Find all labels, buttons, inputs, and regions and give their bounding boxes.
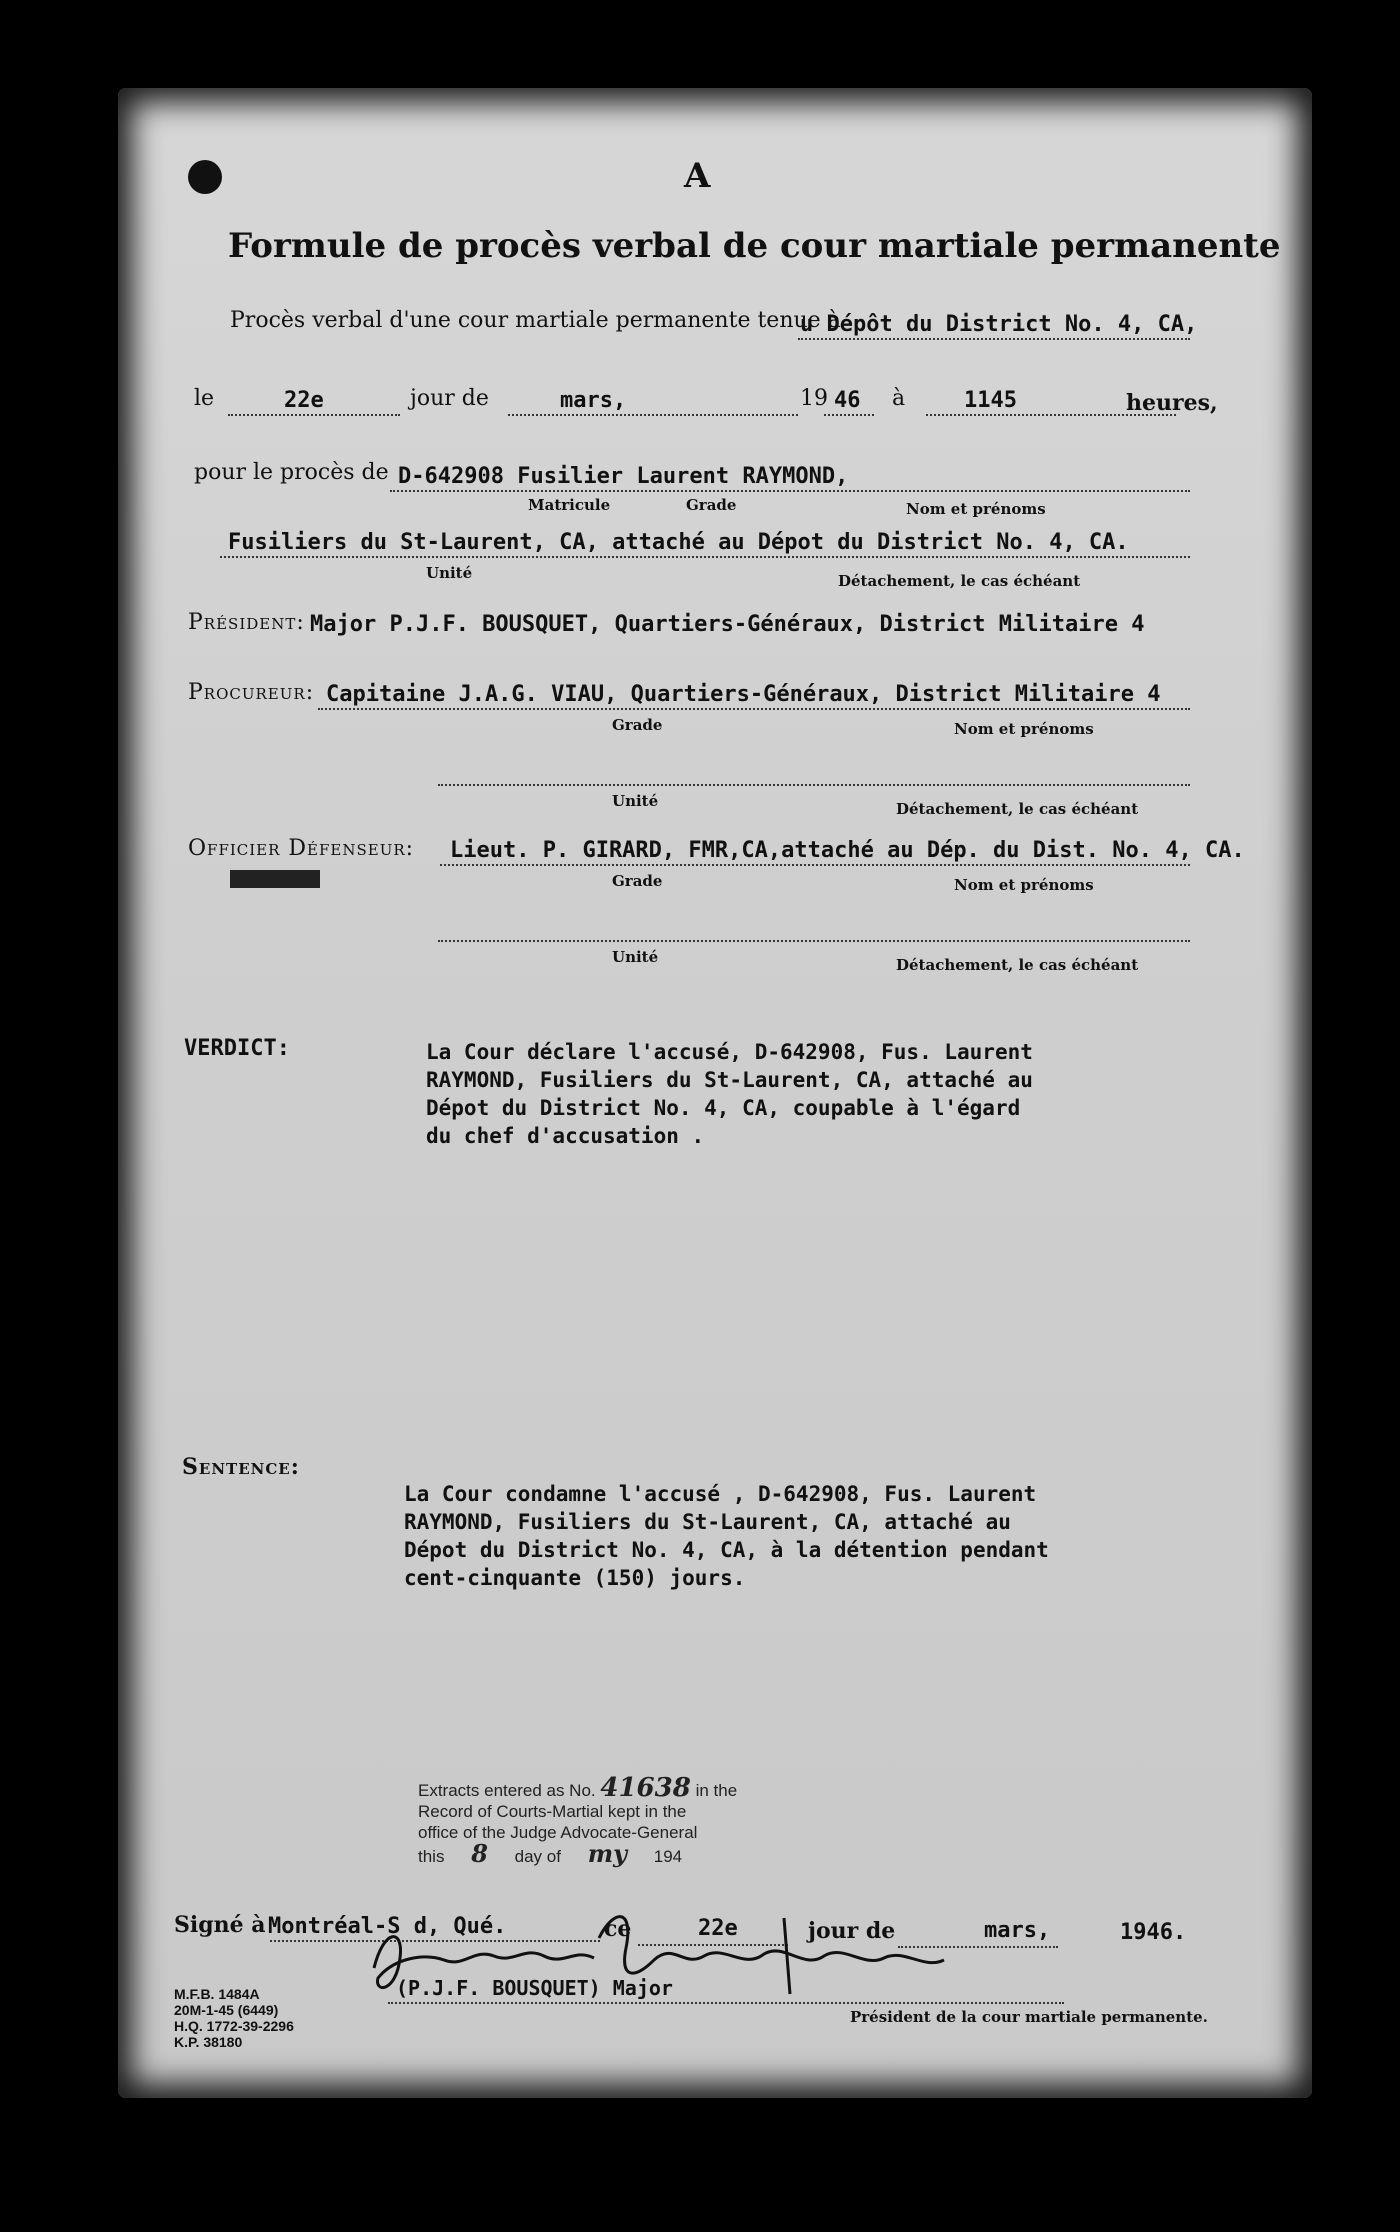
- punch-hole: [188, 160, 222, 194]
- verdict-label: VERDICT:: [184, 1036, 290, 1061]
- form-title: Formule de procès verbal de cour martiale permanente: [228, 226, 1281, 266]
- document-sheet: [118, 88, 1312, 2098]
- court-year: 46: [834, 388, 861, 413]
- footer-line1: M.F.B. 1484A: [174, 1986, 260, 2002]
- stamp-line4c: 194: [653, 1847, 683, 1866]
- lbl-matricule: Matricule: [528, 496, 611, 514]
- ce-label: ce: [604, 1916, 632, 1942]
- court-time: 1145: [964, 388, 1017, 413]
- lbl-detachement: Détachement, le cas échéant: [838, 572, 1081, 590]
- president-label: Président:: [188, 610, 305, 635]
- def-lbl-nom: Nom et prénoms: [954, 876, 1094, 894]
- court-location: u Dépôt du District No. 4, CA,: [800, 312, 1198, 337]
- le-label: le: [194, 386, 215, 411]
- accused-line: D-642908 Fusilier Laurent RAYMOND,: [398, 464, 849, 489]
- sentence-text: La Cour condamne l'accusé , D-642908, Fus. Laurent RAYMOND, Fusiliers du St-Laurent, CA, attaché au Dépot du District No. 4, CA, à la détention pendant cent-cinquante (150) jours.: [404, 1482, 1049, 1590]
- verdict-text: La Cour déclare l'accusé, D-642908, Fus. Laurent RAYMOND, Fusiliers du St-Laurent, CA, attaché au Dépot du District No. 4, CA, coupable à l'égard du chef d'accusation .: [426, 1040, 1033, 1148]
- a-label: à: [892, 386, 906, 411]
- signatory-caption: Président de la cour martiale permanente.: [850, 2008, 1208, 2026]
- sentence-label: Sentence:: [182, 1454, 300, 1480]
- stamp-month: my: [587, 1839, 628, 1868]
- intro-label: Procès verbal d'une cour martiale permanente tenue à: [230, 308, 841, 333]
- stamp-line3: office of the Judge Advocate-General: [418, 1823, 698, 1842]
- pour-label: pour le procès de: [194, 460, 389, 485]
- accused-unit: Fusiliers du St-Laurent, CA, attaché au Dépot du District No. 4, CA.: [228, 530, 1129, 555]
- year-prefix: 19: [800, 386, 828, 411]
- court-month: mars,: [560, 388, 627, 413]
- defenseur-value: Lieut. P. GIRARD, FMR,CA,attaché au Dép. du Dist. No. 4, CA.: [450, 838, 1245, 863]
- stamp-day: 8: [471, 1839, 488, 1868]
- footer-line2: 20M-1-45 (6449): [174, 2002, 279, 2018]
- footer-codes: [174, 1986, 294, 2050]
- court-day: 22e: [284, 388, 324, 413]
- stamp-number: 41638: [600, 1773, 691, 1803]
- stamp-line1a: Extracts entered as No.: [418, 1781, 596, 1800]
- heures-label: heures,: [1126, 390, 1218, 416]
- procureur-label: Procureur:: [188, 680, 315, 705]
- footer-line3: H.Q. 1772-39-2296: [174, 2018, 294, 2034]
- def-lbl-detachement: Détachement, le cas échéant: [896, 956, 1139, 974]
- struck-word: BEXÁXXXXX: [230, 870, 321, 888]
- defenseur-label: Officier Défenseur:: [188, 836, 415, 861]
- proc-lbl-detachement: Détachement, le cas échéant: [896, 800, 1139, 818]
- def-lbl-unite: Unité: [612, 948, 659, 966]
- lbl-unite: Unité: [426, 564, 473, 582]
- stamp-line4b: day of: [514, 1847, 561, 1866]
- lbl-nom: Nom et prénoms: [906, 500, 1046, 518]
- signature-day: 22e: [698, 1916, 738, 1941]
- signature-place: Montréal-S d, Qué.: [268, 1914, 507, 1939]
- stamp-line2: Record of Courts-Martial kept in the: [418, 1802, 687, 1821]
- form-letter: A: [684, 156, 711, 196]
- stamp-line4a: this: [418, 1847, 445, 1866]
- signatory-name: (P.J.F. BOUSQUET) Major: [396, 1976, 673, 2000]
- stamp-line1b: in the: [695, 1781, 738, 1800]
- signature-year: 1946.: [1120, 1920, 1187, 1945]
- signature-month: mars,: [984, 1918, 1051, 1943]
- proc-lbl-unite: Unité: [612, 792, 659, 810]
- proc-lbl-grade: Grade: [612, 716, 663, 734]
- footer-line4: K.P. 38180: [174, 2034, 243, 2050]
- procureur-value: Capitaine J.A.G. VIAU, Quartiers-Généraux, District Militaire 4: [326, 682, 1161, 707]
- sig-jour-de-label: jour de: [808, 1918, 896, 1944]
- proc-lbl-nom: Nom et prénoms: [954, 720, 1094, 738]
- def-lbl-grade: Grade: [612, 872, 663, 890]
- lbl-grade: Grade: [686, 496, 737, 514]
- registry-stamp: [418, 1773, 818, 1918]
- jour-de-label: jour de: [410, 386, 489, 411]
- president-value: Major P.J.F. BOUSQUET, Quartiers-Généraux, District Militaire 4: [310, 612, 1145, 637]
- signe-label: Signé à: [174, 1912, 266, 1938]
